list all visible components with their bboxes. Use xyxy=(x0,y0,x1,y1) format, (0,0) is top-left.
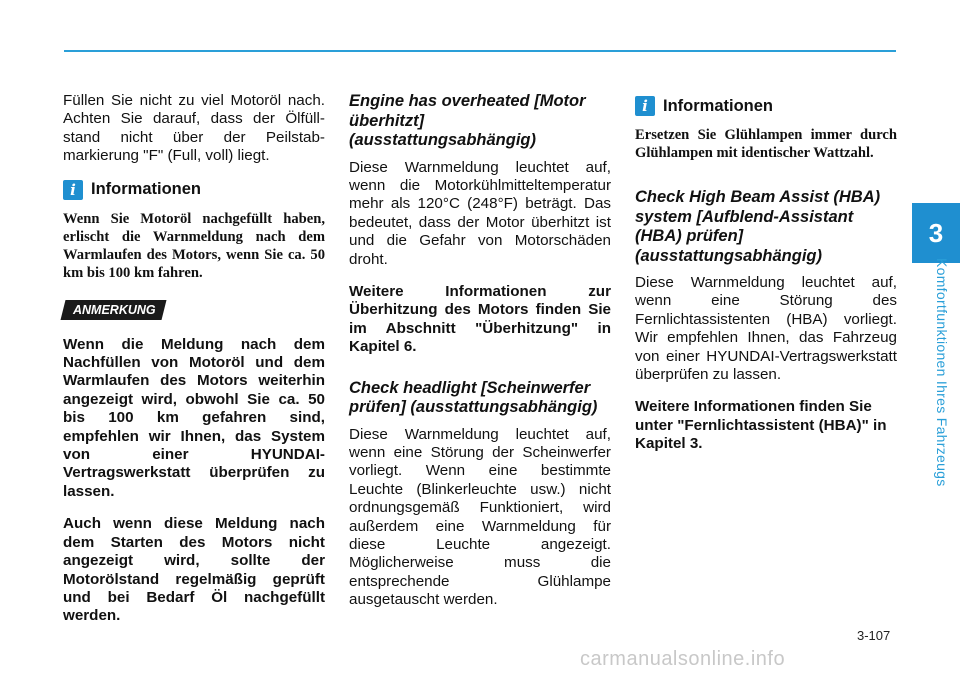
note-badge xyxy=(61,300,167,320)
engine-overheated-reference: Weitere Informationen zur Überhitzung des Motors finden Sie im Abschnitt "Überhitzung" in Kapitel 6. xyxy=(349,282,611,356)
info-text: Wenn Sie Motoröl nachgefüllt haben, erlischt die Warnmeldung nach dem Warmlaufen des Motors, wenn Sie ca. 50 km bis 100 km fahren. xyxy=(63,210,325,281)
heading-check-headlight: Check headlight [Scheinwerfer prüfen] (ausstattungsabhängig) xyxy=(349,378,598,417)
info-icon: i xyxy=(63,180,83,200)
chapter-number: 3 xyxy=(928,217,944,248)
column-1 xyxy=(63,92,325,640)
watermark: carmanualsonline.info xyxy=(580,648,786,670)
check-hba-text: Diese Warnmeldung leuchtet auf, wenn eine Störung des Fernlichtassistenten (HBA) vorliegt. Wir empfehlen Ihnen, das Fahrzeug von einer HYUNDAI-Vertragswerkstatt überprüfen zu lassen. xyxy=(635,274,897,384)
check-hba-reference: Weitere Informationen finden Sie unter "Fernlichtassistent (HBA)" in Kapitel 3. xyxy=(635,398,887,453)
info-text-2: Ersetzen Sie Glühlampen immer durch Glühlampen mit identischer Wattzahl. xyxy=(635,127,897,161)
intro-paragraph: Füllen Sie nicht zu viel Motoröl nach. Achten Sie darauf, dass der Ölfüll-stand nicht über der Peilstab-markierung "F" (Full, voll) liegt. xyxy=(63,92,325,165)
note-label: ANMERKUNG xyxy=(73,302,156,317)
note-paragraph-2: Auch wenn diese Meldung nach dem Starten des Motors nicht angezeigt wird, sollte der Motorölstand regelmäßig geprüft und bei Bedarf Öl nachgefüllt werden. xyxy=(63,515,325,625)
heading-check-hba: Check High Beam Assist (HBA) system [Aufblend-Assistant (HBA) prüfen] (ausstattungsabhängig) xyxy=(635,188,881,265)
check-headlight-text: Diese Warnmeldung leuchtet auf, wenn eine Störung der Scheinwerfer vorliegt. Wenn eine bestimmte Leuchte (Blinkerleuchte usw.) nicht ordnungsgemäß Funktioniert, wird außerdem eine Warnmeldung für diese Leuchte angezeigt. Möglicherweise muss die entsprechende Glühlampe ausgetauscht werden. xyxy=(349,425,611,609)
header-rule xyxy=(64,50,896,52)
engine-overheated-text: Diese Warnmeldung leuchtet auf, wenn die Motorkühlmitteltemperatur mehr als 120°C (248°F) beträgt. Das bedeutet, dass der Motor überhitzt ist und die Gefahr von Motorschäden droht. xyxy=(349,158,611,268)
info-title-2: Informationen xyxy=(663,96,773,115)
chapter-title: Komfortfunktionen Ihres Fahrzeugs xyxy=(934,258,950,487)
info-icon: i xyxy=(635,96,655,116)
column-3 xyxy=(635,92,897,468)
page-number: 3-107 xyxy=(857,628,891,643)
heading-engine-overheated: Engine has overheated [Motor überhitzt] (ausstattungsabhängig) xyxy=(349,92,586,149)
info-header xyxy=(63,180,325,200)
column-2 xyxy=(349,92,611,624)
info-header-2 xyxy=(635,96,897,116)
info-title: Informationen xyxy=(91,180,201,199)
chapter-tab[interactable] xyxy=(912,203,960,263)
note-paragraph-1: Wenn die Meldung nach dem Nachfüllen von Motoröl und dem Warmlaufen des Motors weiterhin angezeigt wird, obwohl Sie ca. 50 bis 100 km gefahren sind, empfehlen wir Ihnen, das System von einer HYUNDAI-Vertragswerkstatt überprüfen zu lassen. xyxy=(63,335,325,500)
